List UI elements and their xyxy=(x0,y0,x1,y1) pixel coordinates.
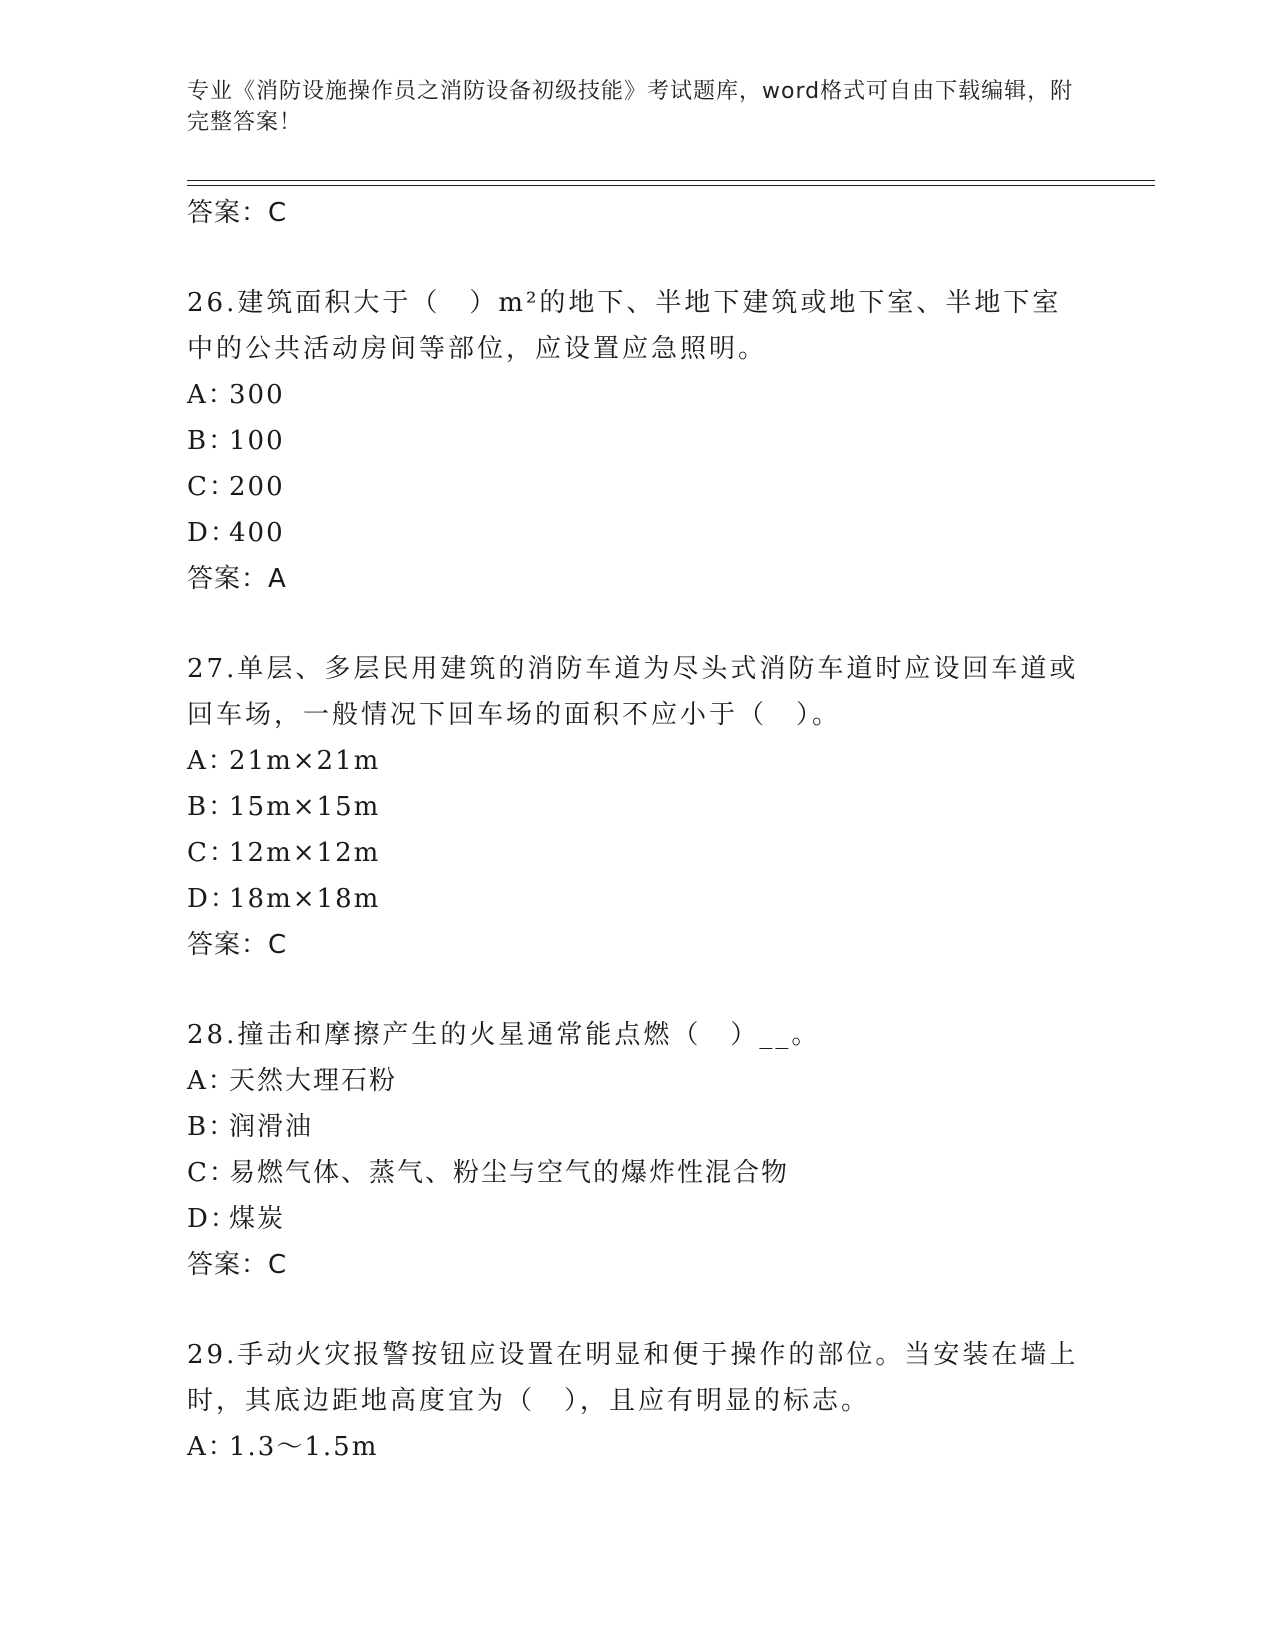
option-d xyxy=(187,1196,1087,1242)
option-a xyxy=(187,738,1087,784)
option-key: C： xyxy=(187,838,237,868)
option-key: A： xyxy=(187,746,236,776)
option-key: B： xyxy=(187,1112,237,1142)
option-value: 煤炭 xyxy=(229,1204,286,1234)
option-key: B： xyxy=(187,426,237,456)
option-a xyxy=(187,372,1087,418)
option-c xyxy=(187,464,1087,510)
option-key: B： xyxy=(187,792,237,822)
header-divider-secondary xyxy=(187,185,1155,186)
option-d xyxy=(187,876,1087,922)
option-c xyxy=(187,1150,1087,1196)
option-value: 润滑油 xyxy=(229,1112,314,1142)
question-text: 27.单层、多层民用建筑的消防车道为尽头式消防车道时应设回车道或回车场，一般情况下回车场的面积不应小于（ ）。 xyxy=(187,654,1079,730)
option-b xyxy=(187,1104,1087,1150)
option-value: 15m×15m xyxy=(229,792,381,822)
question-text: 26.建筑面积大于（ ）m²的地下、半地下建筑或地下室、半地下室中的公共活动房间等部位，应设置应急照明。 xyxy=(187,288,1062,364)
answer: 答案：C xyxy=(187,1250,288,1280)
question-text: 28.撞击和摩擦产生的火星通常能点燃（ ）__。 xyxy=(187,1020,821,1050)
option-key: D： xyxy=(187,518,238,548)
option-value: 21m×21m xyxy=(229,746,381,776)
option-key: A： xyxy=(187,380,236,410)
option-b xyxy=(187,784,1087,830)
option-key: A： xyxy=(187,1432,236,1462)
option-value: 100 xyxy=(229,426,285,456)
option-key: C： xyxy=(187,472,237,502)
option-value: 18m×18m xyxy=(229,884,381,914)
option-d xyxy=(187,510,1087,556)
question-block xyxy=(187,1012,1087,1288)
option-key: D： xyxy=(187,884,238,914)
option-a xyxy=(187,1058,1087,1104)
option-c xyxy=(187,830,1087,876)
option-value: 易燃气体、蒸气、粉尘与空气的爆炸性混合物 xyxy=(229,1158,790,1188)
question-block xyxy=(187,1332,1087,1470)
option-key: D： xyxy=(187,1204,238,1234)
option-b xyxy=(187,418,1087,464)
option-value: 1.3～1.5m xyxy=(229,1432,379,1462)
question-block xyxy=(187,646,1087,968)
answer: 答案：A xyxy=(187,564,287,594)
header-divider xyxy=(187,180,1155,181)
question-block xyxy=(187,280,1087,602)
option-key: C： xyxy=(187,1158,237,1188)
document-header: 专业《消防设施操作员之消防设备初级技能》考试题库，word格式可自由下载编辑，附完整答案！ xyxy=(187,79,1074,135)
option-key: A： xyxy=(187,1066,236,1096)
answer-previous: 答案：C xyxy=(187,198,288,228)
option-value: 12m×12m xyxy=(229,838,381,868)
option-a xyxy=(187,1424,1087,1470)
option-value: 天然大理石粉 xyxy=(229,1066,398,1096)
option-value: 200 xyxy=(229,472,285,502)
question-text: 29.手动火灾报警按钮应设置在明显和便于操作的部位。当安装在墙上时，其底边距地高度宜为（ ），且应有明显的标志。 xyxy=(187,1340,1079,1416)
answer: 答案：C xyxy=(187,930,288,960)
question-list xyxy=(187,190,1087,1470)
option-value: 300 xyxy=(229,380,285,410)
option-value: 400 xyxy=(229,518,285,548)
